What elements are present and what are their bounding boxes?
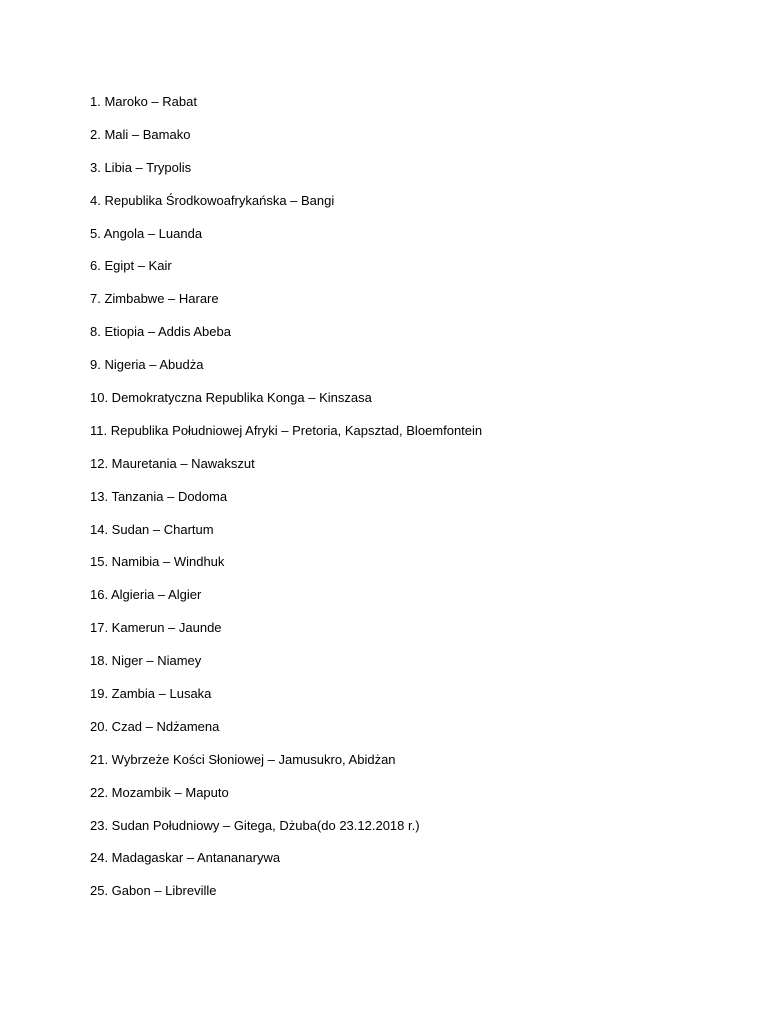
list-item: 24. Madagaskar – Antananarywa	[90, 850, 281, 866]
list-item: 23. Sudan Południowy – Gitega, Dżuba(do 23.12.2018 r.)	[90, 817, 420, 833]
list-item: 19. Zambia – Lusaka	[90, 686, 212, 702]
list-item: 3. Libia – Trypolis	[90, 159, 192, 175]
list-item: 18. Niger – Niamey	[90, 653, 202, 669]
list-item: 10. Demokratyczna Republika Konga – Kinszasa	[90, 390, 372, 406]
list-item: 9. Nigeria – Abudża	[90, 357, 204, 373]
list-item: 4. Republika Środkowoafrykańska – Bangi	[90, 192, 335, 208]
list-item: 11. Republika Południowej Afryki – Pretoria, Kapsztad, Bloemfontein	[90, 422, 483, 438]
list-item: 2. Mali – Bamako	[90, 126, 191, 142]
list-item: 17. Kamerun – Jaunde	[90, 620, 222, 636]
list-item: 14. Sudan – Chartum	[90, 521, 214, 537]
list-item: 13. Tanzania – Dodoma	[90, 488, 228, 504]
list-item: 6. Egipt – Kair	[90, 258, 172, 274]
list-item: 20. Czad – Ndżamena	[90, 718, 220, 734]
list-item: 7. Zimbabwe – Harare	[90, 291, 219, 307]
list-item: 22. Mozambik – Maputo	[90, 784, 229, 800]
list-item: 16. Algieria – Algier	[90, 587, 202, 603]
list-item: 1. Maroko – Rabat	[90, 94, 197, 109]
list-item: 5. Angola – Luanda	[90, 225, 203, 241]
list-item: 12. Mauretania – Nawakszut	[90, 455, 255, 471]
list-item: 25. Gabon – Libreville	[90, 883, 217, 899]
list-item: 8. Etiopia – Addis Abeba	[90, 324, 231, 340]
country-capital-list	[90, 93, 482, 915]
list-item: 21. Wybrzeże Kości Słoniowej – Jamusukro, Abidżan	[90, 751, 396, 767]
list-item: 15. Namibia – Windhuk	[90, 554, 225, 570]
